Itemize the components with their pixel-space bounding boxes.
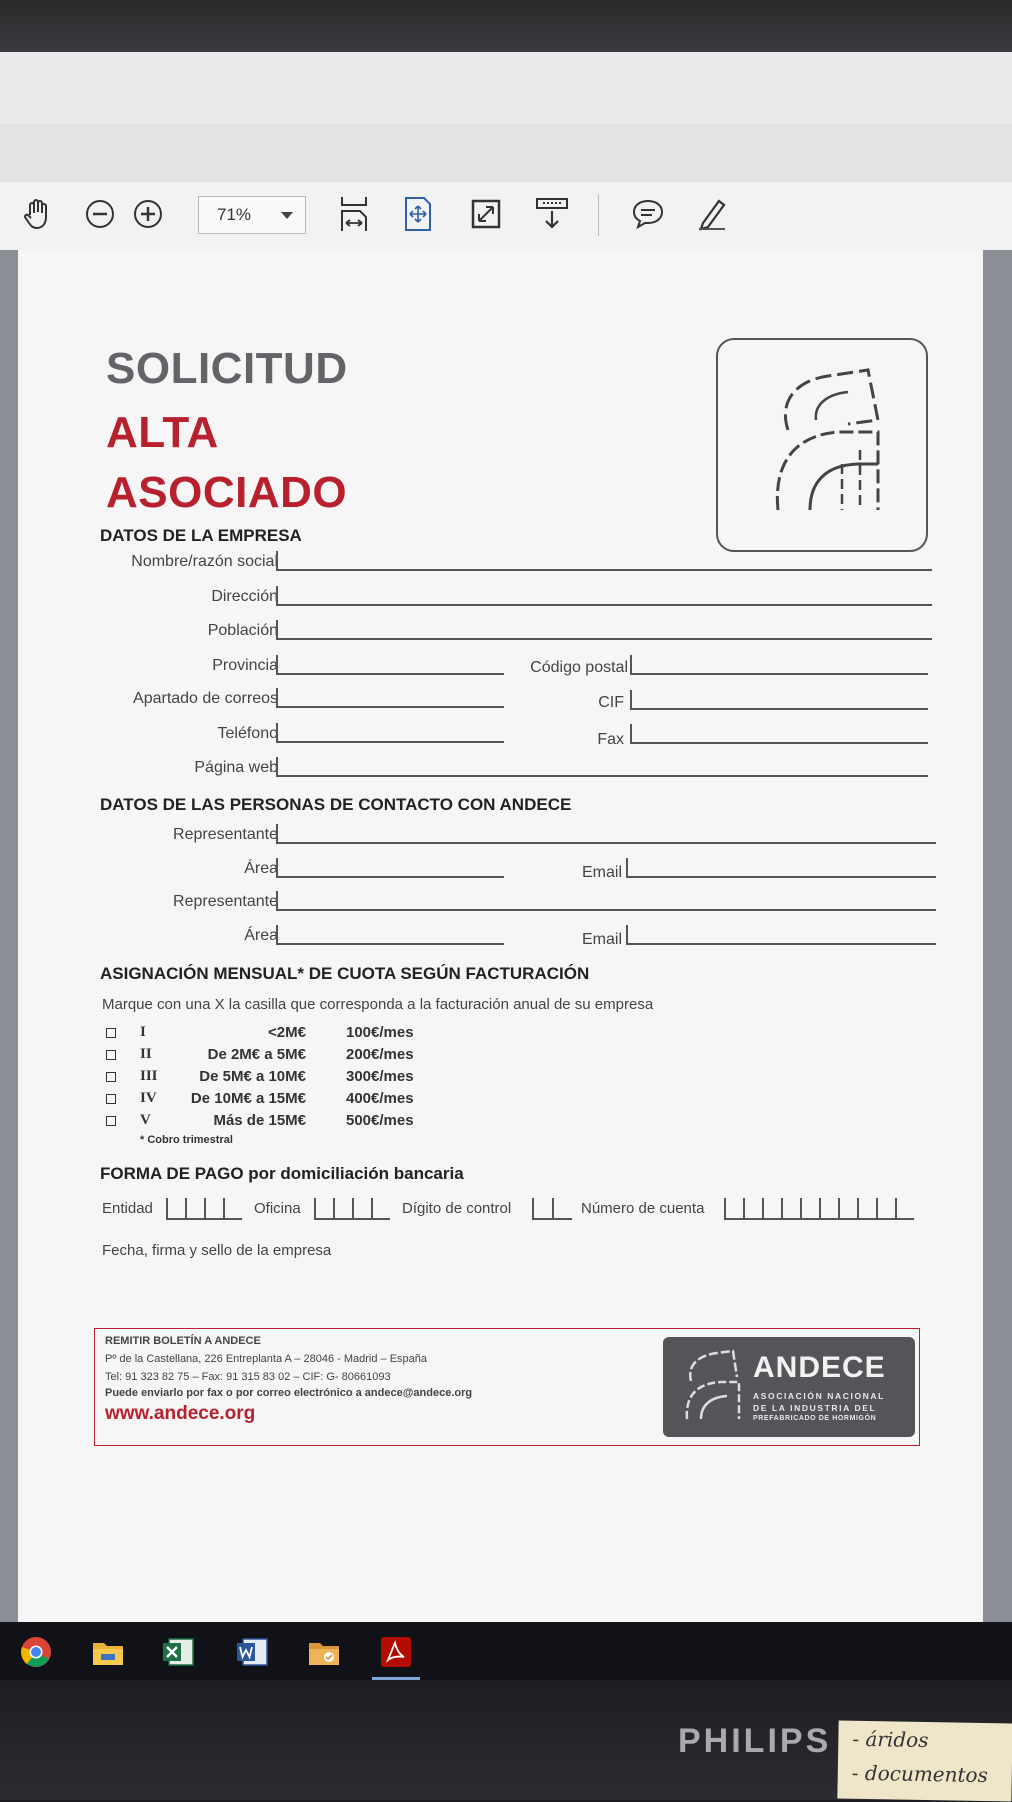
representante-1-field[interactable] [276,824,936,844]
codigo-postal-field[interactable] [630,655,928,675]
fit-page-icon[interactable] [400,194,436,234]
label-cif: CIF [598,694,624,711]
checkbox[interactable] [106,1116,116,1126]
sticky-line-1: - áridos [852,1726,929,1753]
label-direccion: Dirección [211,588,278,605]
footer-website-link[interactable]: www.andece.org [105,1403,256,1424]
fee-instruction: Marque con una X la casilla que corresponda a la facturación anual de su empresa [102,996,654,1013]
fee-note: * Cobro trimestral [140,1134,233,1146]
fit-width-icon[interactable] [336,194,372,234]
digito-field[interactable] [532,1198,572,1220]
section-cuota: ASIGNACIÓN MENSUAL* DE CUOTA SEGÚN FACTURACIÓN [100,964,590,983]
label-representante-2: Representante [173,893,278,910]
menu-strip [0,124,1012,182]
monitor-bezel-top [0,0,1012,52]
section-datos-empresa: DATOS DE LA EMPRESA [100,526,302,545]
andece-logo [716,338,928,552]
zoom-out-icon[interactable] [80,194,120,234]
footer-send: Puede enviarlo por fax o por correo electrónico a andece@andece.org [105,1387,473,1399]
label-codigo-postal: Código postal [530,659,628,676]
section-contactos: DATOS DE LAS PERSONAS DE CONTACTO CON ANDECE [100,795,572,814]
representante-2-field[interactable] [276,891,936,911]
footer-address: Pº de la Castellana, 226 Entreplanta A – 28046 - Madrid – España [105,1353,428,1365]
toolbar-separator [598,194,599,236]
pdf-viewer-area[interactable] [0,250,1012,1622]
email-2-field[interactable] [626,925,936,945]
poblacion-field[interactable] [276,620,932,640]
checkbox[interactable] [106,1072,116,1082]
excel-icon[interactable] [158,1632,198,1672]
email-1-field[interactable] [626,858,936,878]
label-digito: Dígito de control [402,1200,512,1217]
badge-desc-2: DE LA INDUSTRIA DEL [753,1403,877,1413]
file-explorer-icon[interactable] [88,1632,128,1672]
label-fax: Fax [597,731,624,748]
label-email-2: Email [581,931,622,948]
label-nombre: Nombre/razón social [131,553,278,570]
label-email-1: Email [581,864,622,881]
label-web: Página web [194,759,278,776]
title-asociado: ASOCIADO [106,468,348,517]
label-area-2: Área [244,927,278,944]
badge-desc-1: ASOCIACIÓN NACIONAL [753,1391,885,1401]
footer-box [94,1328,920,1446]
andece-badge [663,1337,915,1437]
cuenta-field[interactable] [724,1198,914,1220]
word-icon[interactable] [232,1632,272,1672]
windows-taskbar [0,1622,1012,1680]
checkbox[interactable] [106,1094,116,1104]
badge-desc-3: PREFABRICADO DE HORMIGÓN [753,1415,877,1422]
direccion-field[interactable] [276,586,932,606]
label-cuenta: Número de cuenta [581,1200,705,1217]
label-provincia: Provincia [212,657,278,674]
checkbox[interactable] [106,1050,116,1060]
outlook-folder-icon[interactable] [304,1632,344,1672]
section-forma-pago: FORMA DE PAGO por domiciliación bancaria [100,1164,464,1183]
zoom-value: 71% [217,205,252,224]
title-alta: ALTA [106,408,219,457]
hand-tool-icon[interactable] [18,194,58,234]
area-1-field[interactable] [276,858,504,878]
pen-sign-icon[interactable] [692,194,732,234]
area-2-field[interactable] [276,925,504,945]
nombre-field[interactable] [276,551,932,571]
zoom-select[interactable] [198,196,306,234]
monitor-brand-logo: PHILIPS [678,1722,832,1760]
andece-mark-icon [677,1349,747,1425]
fax-field[interactable] [630,724,928,744]
sticky-note [837,1720,1012,1801]
window-titlebar [0,52,1012,125]
badge-name: ANDECE [753,1351,886,1384]
oficina-field[interactable] [314,1198,390,1220]
apartado-field[interactable] [276,688,504,708]
web-field[interactable] [276,757,928,777]
chevron-down-icon [281,212,293,219]
pdf-page: SOLICITUD ALTA ASOCIADO DATOS DE LA EMPRESA Nombre/razón social Dirección Población Provincia Código postal Apartado de correos CIF Teléfono Fax Página web DATOS DE LAS PERSONAS DE CONTACTO CON ANDECE Representante Área Email Representante Área Email ASIGNACIÓN MENSUAL* DE CUOTA SEGÚN FACTURACIÓN Marque con una X la casilla que corresponda a la facturación anual de su empresa I <2M€ 100€/mes II De 2M€ a 5M€ 200€/mes III De 5M€ a 10M€ 300€/mes IV De 10M€ a 15M€ 400€/mes V Más de 15M€ 500€/mes * Cobro trimestral FORMA DE PAGO por domiciliación bancaria Entidad Oficina Dígito de control Número de cuenta Fecha, firma y sello de la empresa REMITIR BOLETÍN A ANDECE Pº de la Castellana, 226 Entreplanta A – 28046 - Madrid – España Tel: 91 323 82 75 – Fax: 91 315 83 02 – CIF: G- 80661093 Puede enviarlo por fax o por correo electrónico a andece@andece.org www.andece.org ANDECE ASOCIACIÓN NACIONAL DE LA INDUSTRIA DEL PREFABRICADO DE HORMIGÓN [18,250,983,1622]
signature-label: Fecha, firma y sello de la empresa [102,1242,332,1259]
label-poblacion: Población [207,622,278,639]
pdf-toolbar [0,182,1012,251]
provincia-field[interactable] [276,655,504,675]
label-apartado: Apartado de correos [133,690,278,707]
label-telefono: Teléfono [217,725,278,742]
chrome-icon[interactable] [16,1632,56,1672]
footer-phone: Tel: 91 323 82 75 – Fax: 91 315 83 02 – CIF: G- 80661093 [105,1371,391,1383]
telefono-field[interactable] [276,723,504,743]
label-area-1: Área [244,860,278,877]
cif-field[interactable] [630,690,928,710]
sticky-line-2: - documentos [851,1760,989,1788]
label-entidad: Entidad [102,1200,153,1217]
scroll-mode-icon[interactable] [532,194,572,234]
footer-remitir: REMITIR BOLETÍN A ANDECE [105,1335,261,1347]
acrobat-reader-icon[interactable] [376,1632,416,1672]
entidad-field[interactable] [166,1198,242,1220]
label-representante-1: Representante [173,826,278,843]
checkbox[interactable] [106,1028,116,1038]
label-oficina: Oficina [254,1200,301,1217]
fullscreen-icon[interactable] [468,194,504,234]
comment-icon[interactable] [628,194,668,234]
title-solicitud: SOLICITUD [106,344,348,393]
zoom-in-icon[interactable] [128,194,168,234]
